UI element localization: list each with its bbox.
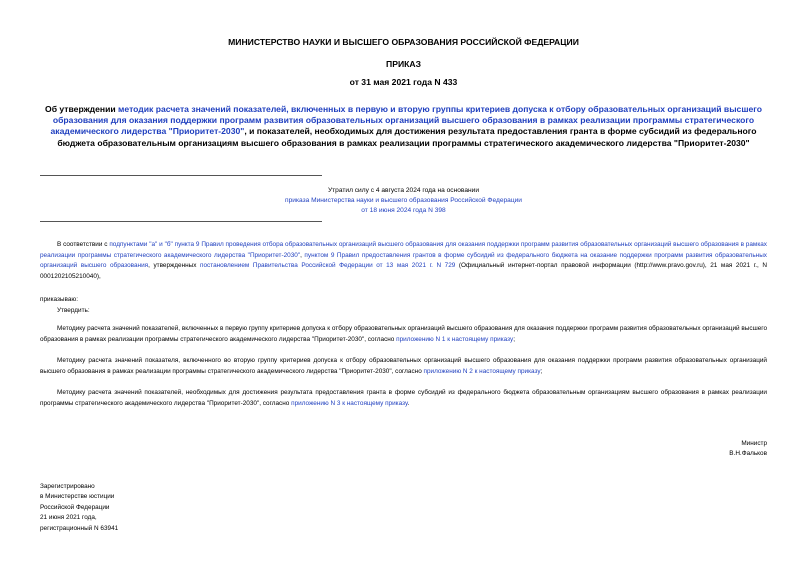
item-paragraph-1: [40, 324, 767, 345]
registration-block: [40, 482, 118, 534]
item-text: Методику расчета значений показателей, необходимых для достижения результата предоставления гранта в форме субсидий из федерального бюджета образовательным организациям высшего образования в рамках реализации программы стратегического академического лидерства "Приоритет-2030", согласно: [40, 389, 767, 407]
registration-line: регистрационный N 63941: [40, 524, 119, 532]
lost-force-order-link[interactable]: приказа Министерства науки и высшего образования Российской Федерации: [285, 197, 522, 204]
registration-line: в Министерстве юстиции: [40, 493, 115, 501]
preamble-text-4: (Официальный интернет-портал правовой информации (http://www.pravo.gov.ru), 21 мая 2021 г., N 0001202105210040),: [40, 262, 767, 281]
preamble-text-3: , утвержденных: [148, 262, 200, 270]
preamble-link-subpoints[interactable]: подпунктами "а" и "б" пункта 9 Правил проведения отбора образовательных организаций высшего образования для оказания поддержки программ развития образовательных организаций высшего образования в рамках реализации программы стратегического академического лидерства "Приоритет-2030": [40, 241, 767, 259]
lost-force-date-link[interactable]: от 18 июня 2024 года N 398: [361, 207, 446, 214]
divider-bottom: [40, 221, 322, 222]
preamble-link-resolution[interactable]: постановлением Правительства Российской Федерации от 13 мая 2021 г. N 729: [200, 262, 456, 270]
lost-force-line1: Утратил силу с 4 августа 2024 года на основании: [327, 187, 480, 194]
divider-top: [40, 175, 322, 176]
item-paragraph-3: [40, 388, 767, 409]
doc-type-heading: ПРИКАЗ: [386, 59, 421, 69]
title-link[interactable]: методик расчета значений показателей, включенных в первую и вторую группы критериев допуска к отбору образовательных организаций высшего образования для оказания поддержки программ развития образовательных организаций высшего образования в рамках реализации программы стратегического академического лидерства "Приоритет-2030": [50, 104, 762, 137]
document-title: [40, 104, 767, 149]
signature-position: Министр: [741, 440, 767, 447]
lost-force-note: [0, 186, 807, 216]
order-word: приказываю:: [40, 296, 78, 303]
signature-block: [729, 439, 767, 460]
approve-word: Утвердить:: [57, 307, 90, 314]
item-paragraph-2: [40, 356, 767, 377]
appendix-1-link[interactable]: приложению N 1 к настоящему приказу: [396, 335, 514, 343]
date-number-heading: от 31 мая 2021 года N 433: [349, 77, 458, 87]
title-suffix: , и показателей, необходимых для достижения результата предоставления гранта в форме субсидий из федерального бюджета образовательным организациям высшего образования в рамках реализации программы стратегического академического лидерства "Приоритет-2030": [57, 126, 757, 148]
preamble-paragraph: [40, 240, 767, 283]
registration-line: 21 июня 2021 года,: [40, 514, 97, 522]
item-end: ;: [540, 367, 543, 375]
preamble-link-point9[interactable]: пунктом 9 Правил предоставления грантов в форме субсидий из федерального бюджета на оказание поддержки программ развития образовательных организаций высшего образования: [40, 251, 767, 270]
item-text: Методику расчета значений показателей, включенных в первую группу критериев допуска к отбору образовательных организаций высшего образования для оказания поддержки программ развития образовательных организаций высшего образования в рамках реализации программы стратегического академического лидерства "Приоритет-2030", согласно: [40, 325, 767, 343]
item-end: ;: [513, 335, 515, 343]
registration-line: Зарегистрировано: [40, 483, 95, 490]
ministry-heading: МИНИСТЕРСТВО НАУКИ И ВЫСШЕГО ОБРАЗОВАНИЯ РОССИЙСКОЙ ФЕДЕРАЦИИ: [228, 37, 579, 47]
signature-name: В.Н.Фальков: [729, 450, 767, 458]
preamble-text-2: ,: [300, 251, 305, 259]
appendix-3-link[interactable]: приложению N 3 к настоящему приказу: [291, 399, 408, 407]
appendix-2-link[interactable]: приложению N 2 к настоящему приказу: [423, 367, 541, 375]
registration-line: Российской Федерации: [40, 503, 110, 511]
item-text: Методику расчета значений показателя, включенного во вторую группу критериев допуска к отбору образовательных организаций высшего образования для оказания поддержки программ развития образовательных организаций высшего образования в рамках реализации программы стратегического академического лидерства "Приоритет-2030", согласно: [40, 357, 767, 375]
item-end: .: [407, 399, 410, 407]
title-prefix: Об утверждении: [45, 104, 119, 114]
preamble-text-1: В соответствии с: [57, 241, 110, 248]
